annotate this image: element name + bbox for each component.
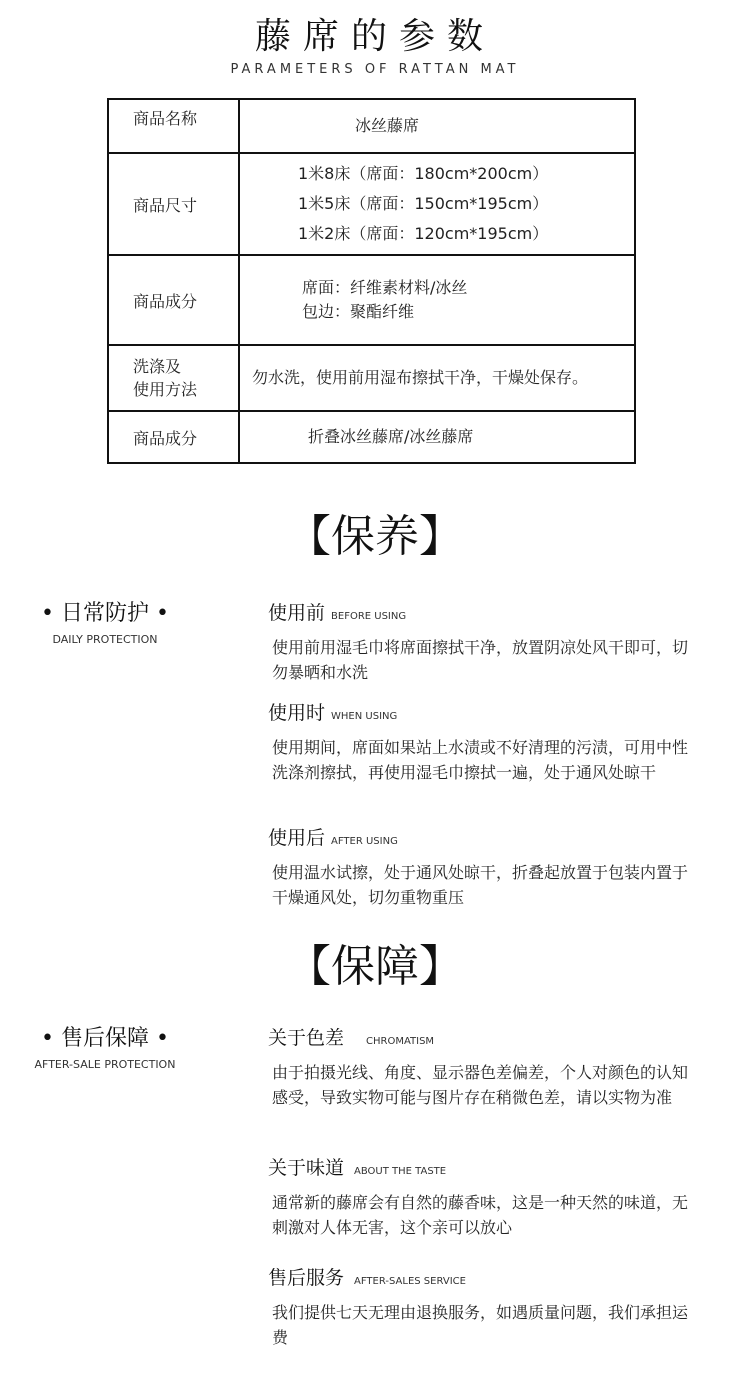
param-value: 席面：纤维素材料/冰丝 包边：聚酯纤维 [239,255,635,345]
table-row [108,345,635,411]
care-category-en: DAILY PROTECTION [52,633,158,646]
param-value: 折叠冰丝藤席/冰丝藤席 [239,411,635,463]
item-heading: 使用时 [268,702,326,724]
table-row [108,411,635,463]
param-label: 洗涤及 使用方法 [108,345,239,411]
param-label: 商品成分 [108,411,239,463]
care-item-after [268,823,698,910]
item-heading-en: AFTER-SALES SERVICE [354,1276,466,1287]
item-heading: 关于味道 [268,1157,345,1179]
care-item-before [268,598,698,685]
param-label: 商品名称 [108,99,239,153]
param-label: 商品成分 [108,255,239,345]
item-body: 我们提供七天无理由退换服务，如遇质量问题，我们承担运费 [272,1303,689,1347]
page-title: 藤席的参数 [254,16,495,57]
item-heading: 使用后 [268,827,326,849]
param-value: 1米8床（席面：180cm*200cm） 1米5床（席面：150cm*195cm） 1米2床（席面：120cm*195cm） [239,153,635,255]
table-row [108,255,635,345]
guarantee-category-en: AFTER-SALE PROTECTION [34,1058,176,1071]
guarantee-item-taste [268,1153,698,1240]
item-body: 由于拍摄光线、角度、显示器色差偏差，个人对颜色的认知感受，导致实物可能与图片存在稍微色差，请以实物为准 [272,1063,689,1107]
care-item-during [268,698,698,785]
item-heading-en: BEFORE USING [331,611,407,622]
guarantee-section-title: 【保障】 [287,941,463,992]
care-category [20,596,190,646]
guarantee-category [20,1021,190,1071]
item-body: 使用期间，席面如果站上水渍或不好清理的污渍，可用中性洗涤剂擦拭，再使用湿毛巾擦拭一遍，处于通风处晾干 [272,738,689,782]
item-body: 使用温水试擦，处于通风处晾干，折叠起放置于包装内置于干燥通风处，切勿重物重压 [272,863,689,907]
care-section-title: 【保养】 [287,511,463,562]
guarantee-item-chromatism [268,1023,698,1110]
care-category-label: • 日常防护 • [41,601,169,626]
table-row [108,153,635,255]
param-value: 勿水洗，使用前用湿布擦拭干净，干燥处保存。 [239,345,635,411]
item-body: 通常新的藤席会有自然的藤香味，这是一种天然的味道，无刺激对人体无害，这个亲可以放心 [272,1193,689,1237]
item-heading-en: CHROMATISM [366,1036,435,1047]
item-heading: 售后服务 [268,1267,345,1289]
guarantee-item-service [268,1263,698,1350]
item-body: 使用前用湿毛巾将席面擦拭干净，放置阴凉处风干即可，切勿暴晒和水洗 [272,638,689,682]
param-label: 商品尺寸 [108,153,239,255]
guarantee-category-label: • 售后保障 • [41,1026,169,1051]
item-heading: 关于色差 [268,1027,345,1049]
item-heading-en: WHEN USING [331,711,398,722]
table-row [108,99,635,153]
item-heading: 使用前 [268,602,326,624]
parameters-table [107,98,636,464]
item-heading-en: AFTER USING [331,836,398,847]
param-value: 冰丝藤席 [239,99,635,153]
page-subtitle: PARAMETERS OF RATTAN MAT [230,62,520,77]
item-heading-en: ABOUT THE TASTE [354,1166,447,1177]
